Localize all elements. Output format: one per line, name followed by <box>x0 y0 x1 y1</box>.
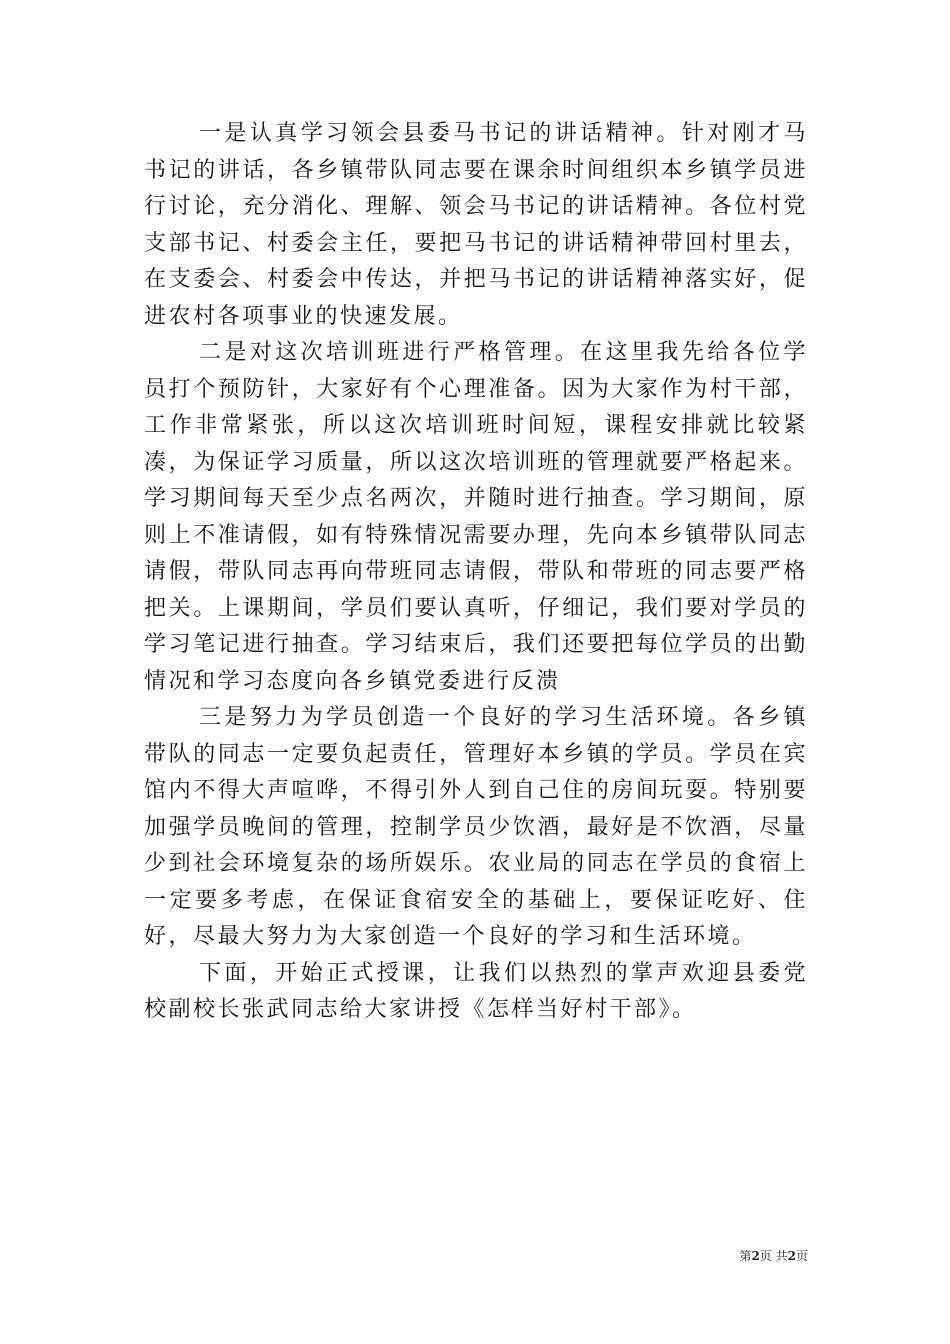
paragraph-4: 下面，开始正式授课，让我们以热烈的掌声欢迎县委党校副校长张武同志给大家讲授《怎样当好村干部》。 <box>144 960 808 1022</box>
footer-middle: 页 共 <box>759 1249 788 1263</box>
total-page-number: 2 <box>787 1249 796 1263</box>
footer-suffix: 页 <box>795 1249 808 1263</box>
document-body <box>144 116 808 1029</box>
paragraph-2: 二是对这次培训班进行严格管理。在这里我先给各位学员打个预防针，大家好有个心理准备。因为大家作为村干部，工作非常紧张，所以这次培训班时间短，课程安排就比较紧凑，为保证学习质量，所以这次培训班的管理就要严格起来。学习期间每天至少点名两次，并随时进行抽查。学习期间，原则上不准请假，如有特殊情况需要办理，先向本乡镇带队同志请假，带队同志再向带班同志请假，带队和带班的同志要严格把关。上课期间，学员们要认真听，仔细记，我们要对学员的学习笔记进行抽查。学习结束后，我们还要把每位学员的出勤情况和学习态度向各乡镇党委进行反溃 <box>144 340 808 694</box>
paragraph-1: 一是认真学习领会县委马书记的讲话精神。针对刚才马书记的讲话，各乡镇带队同志要在课余时间组织本乡镇学员进行讨论，充分消化、理解、领会马书记的讲话精神。各位村党支部书记、村委会主任，要把马书记的讲话精神带回村里去，在支委会、村委会中传达，并把马书记的讲话精神落实好，促进农村各项事业的快速发展。 <box>144 121 808 329</box>
current-page-number: 2 <box>751 1249 760 1263</box>
page-footer <box>739 1247 808 1264</box>
paragraph-3: 三是努力为学员创造一个良好的学习生活环境。各乡镇带队的同志一定要负起责任，管理好本乡镇的学员。学员在宾馆内不得大声喧哗，不得引外人到自己住的房间玩耍。特别要加强学员晚间的管理，控制学员少饮酒，最好是不饮酒，尽量少到社会环境复杂的场所娱乐。农业局的同志在学员的食宿上一定要多考虑，在保证食宿安全的基础上，要保证吃好、住好，尽最大努力为大家创造一个良好的学习和生活环境。 <box>144 705 808 949</box>
footer-prefix: 第 <box>739 1249 752 1263</box>
